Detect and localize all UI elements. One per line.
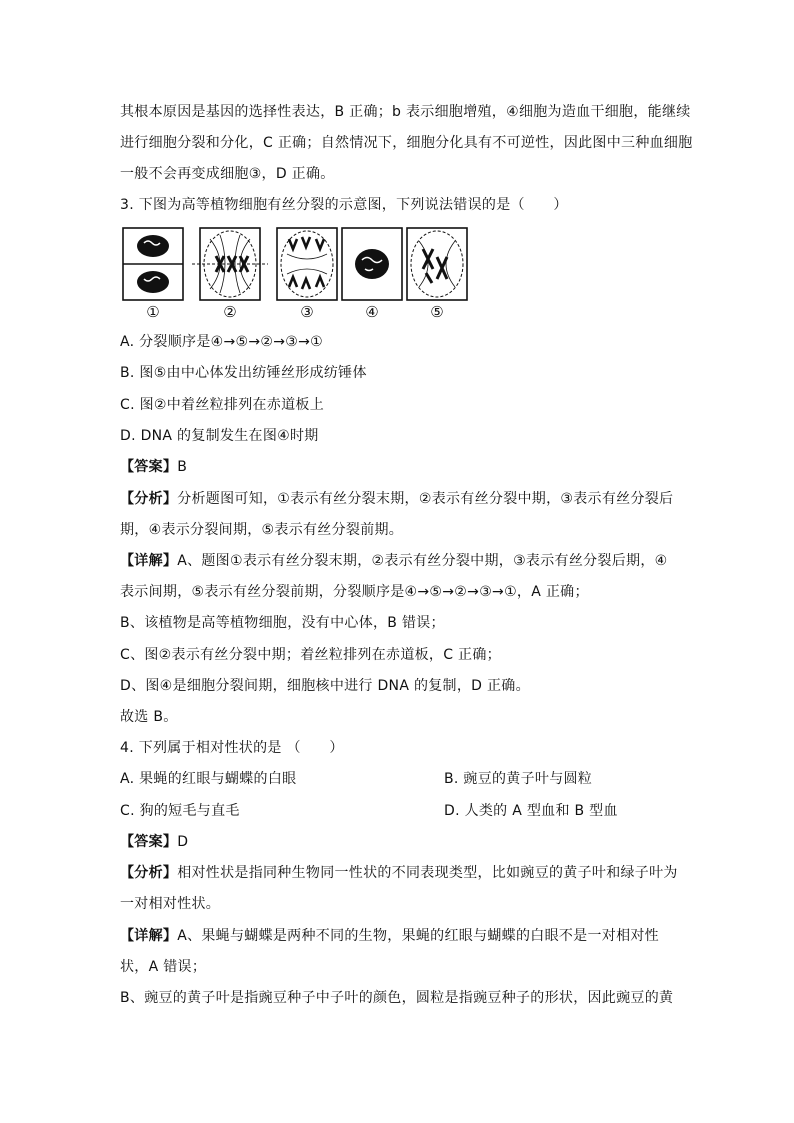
text-line: C、图②表示有丝分裂中期；着丝粒排列在赤道板，C 正确； [120,647,501,663]
conclusion-line: 故选 B。 [120,709,178,725]
text-line: 期，④表示分裂间期，⑤表示有丝分裂前期。 [120,522,404,538]
answer-value: D [177,834,189,850]
analysis-line [120,864,678,882]
analysis-text: 相对性状是指同种生物同一性状的不同表现类型，比如豌豆的黄子叶和绿子叶为 [177,865,678,881]
text-line: 进行细胞分裂和分化，C 正确；自然情况下，细胞分化具有不可逆性，因此图中三种血细胞 [120,135,693,151]
figure-label-5: ⑤ [430,303,444,321]
mitosis-diagram [122,227,468,307]
text-line: B、该植物是高等植物细胞，没有中心体，B 错误； [120,615,445,631]
text-line: 一般不会再变成细胞③，D 正确。 [120,166,335,182]
option-b: B. 豌豆的黄子叶与圆粒 [444,771,593,787]
option-b: B. 图⑤由中心体发出纺锤丝形成纺锤体 [120,365,367,381]
cell-2-metaphase [192,228,268,300]
option-c: C. 狗的短毛与直毛 [120,803,240,819]
cell-3-anaphase [277,228,337,300]
option-d: D. 人类的 A 型血和 B 型血 [444,803,618,819]
detail-tag: 【详解】 [120,553,178,569]
figure-label-3: ③ [300,303,314,321]
figure-label-1: ① [146,303,160,321]
detail-text: A、题图①表示有丝分裂末期，②表示有丝分裂中期，③表示有丝分裂后期，④ [177,553,668,569]
detail-text: A、果蝇与蝴蝶是两种不同的生物，果蝇的红眼与蝴蝶的白眼不是一对相对性 [177,928,659,944]
option-c: C. 图②中着丝粒排列在赤道板上 [120,397,325,413]
question-4-stem: 4. 下列属于相对性状的是 （ ） [120,740,344,756]
text-line: 状，A 错误； [120,959,207,975]
analysis-tag: 【分析】 [120,491,178,507]
analysis-line [120,490,673,508]
analysis-text: 分析题图可知，①表示有丝分裂末期，②表示有丝分裂中期，③表示有丝分裂后 [177,491,674,507]
answer-line [120,458,187,476]
mitosis-figure [122,227,468,321]
text-line: 其根本原因是基因的选择性表达，B 正确；b 表示细胞增殖，④细胞为造血干细胞，能继续 [120,104,691,120]
figure-label-2: ② [223,303,237,321]
answer-tag: 【答案】 [120,459,178,475]
text-line: 表示间期，⑤表示有丝分裂前期，分裂顺序是④→⑤→②→③→①，A 正确； [120,584,589,600]
cell-4-interphase [342,228,402,300]
text-line: B、豌豆的黄子叶是指豌豆种子中子叶的颜色，圆粒是指豌豆种子的形状，因此豌豆的黄 [120,990,674,1006]
option-a: A. 分裂顺序是④→⑤→②→③→① [120,334,324,350]
option-a: A. 果蝇的红眼与蝴蝶的白眼 [120,771,297,787]
detail-line [120,927,659,945]
cell-5-prophase [407,228,467,300]
answer-value: B [177,459,188,475]
question-3-stem: 3. 下图为高等植物细胞有丝分裂的示意图，下列说法错误的是（ ） [120,197,568,213]
cell-1-telophase [123,228,183,300]
detail-line [120,552,667,570]
text-line: D、图④是细胞分裂间期，细胞核中进行 DNA 的复制，D 正确。 [120,678,530,694]
detail-tag: 【详解】 [120,928,178,944]
figure-label-4: ④ [365,303,379,321]
answer-tag: 【答案】 [120,834,178,850]
text-line: 一对相对性状。 [120,896,221,912]
analysis-tag: 【分析】 [120,865,178,881]
option-d: D. DNA 的复制发生在图④时期 [120,428,319,444]
answer-line [120,833,188,851]
